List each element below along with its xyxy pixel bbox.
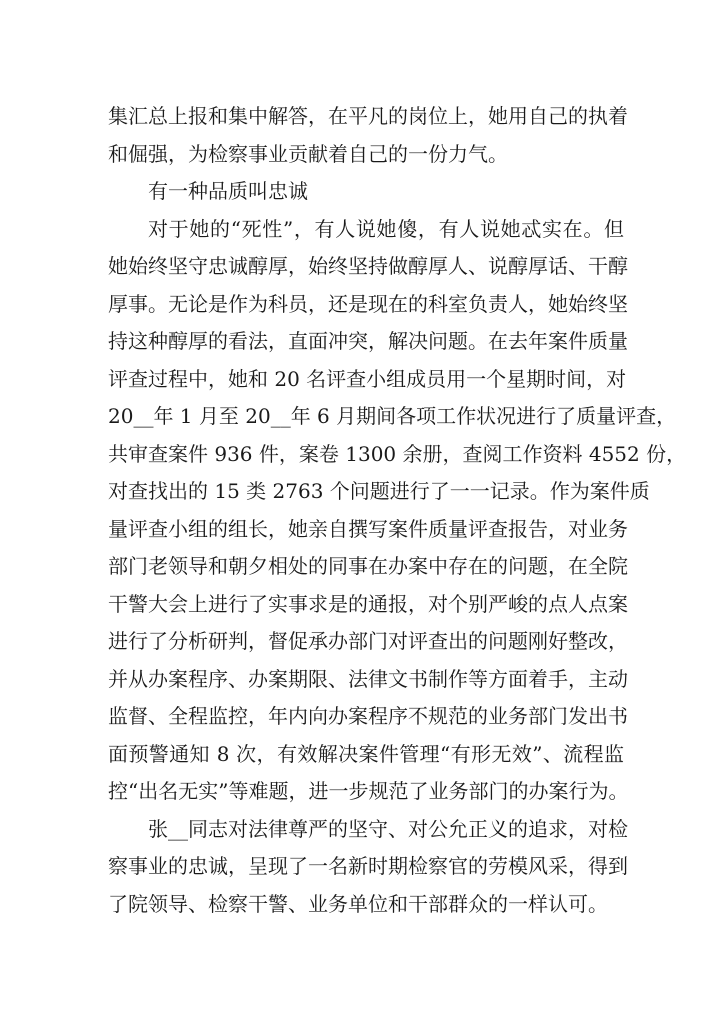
text-line: 监督、全程监控，年内向办案程序不规范的业务部门发出书 — [108, 704, 628, 728]
text-line: 20__年 1 月至 20__年 6 月期间各项工作状况进行了质量评查， — [108, 404, 677, 428]
text-line: 并从办案程序、办案期限、法律文书制作等方面着手，主动 — [108, 666, 628, 691]
text-line: 控“出名无实”等难题，进一步规范了业务部门的办案行为。 — [108, 779, 629, 803]
text-line: 干警大会上进行了实事求是的通报，对个别严峻的点人点案 — [108, 591, 628, 616]
text-line: 进行了分析研判，督促承办部门对评查出的问题刚好整改， — [108, 629, 628, 653]
text-line: 持这种醇厚的看法，直面冲突，解决问题。在去年案件质量 — [108, 329, 628, 353]
text-line: 评查过程中，她和 20 名评查小组成员用一个星期时间，对 — [108, 366, 627, 391]
document-body — [108, 98, 687, 923]
text-line: 张__同志对法律尊严的坚守、对公允正义的追求，对检 — [148, 816, 628, 841]
text-line: 集汇总上报和集中解答，在平凡的岗位上，她用自己的执着 — [108, 104, 628, 128]
text-line: 厚事。无论是作为科员，还是现在的科室负责人，她始终坚 — [108, 291, 628, 316]
text-line: 面预警通知 8 次，有效解决案件管理“有形无效”、流程监 — [108, 741, 624, 766]
text-line: 她始终坚守忠诚醇厚，始终坚持做醇厚人、说醇厚话、干醇 — [108, 254, 628, 278]
section-heading: 有一种品质叫忠诚 — [148, 179, 308, 203]
text-line: 共审查案件 936 件，案卷 1300 余册，查阅工作资料 4552 份， — [108, 441, 687, 466]
text-line: 部门老领导和朝夕相处的同事在办案中存在的问题，在全院 — [108, 554, 628, 578]
text-line: 和倔强，为检察事业贡献着自己的一份力气。 — [108, 141, 508, 166]
text-line: 对查找出的 15 类 2763 个问题进行了一一记录。作为案件质 — [108, 479, 650, 503]
text-line: 量评查小组的组长，她亲自撰写案件质量评查报告，对业务 — [108, 516, 628, 541]
text-line: 察事业的忠诚，呈现了一名新时期检察官的劳模风采，得到 — [108, 854, 628, 878]
text-line: 对于她的“死性”，有人说她傻，有人说她忒实在。但 — [148, 216, 624, 241]
text-line: 了院领导、检察干警、业务单位和干部群众的一样认可。 — [108, 891, 608, 916]
